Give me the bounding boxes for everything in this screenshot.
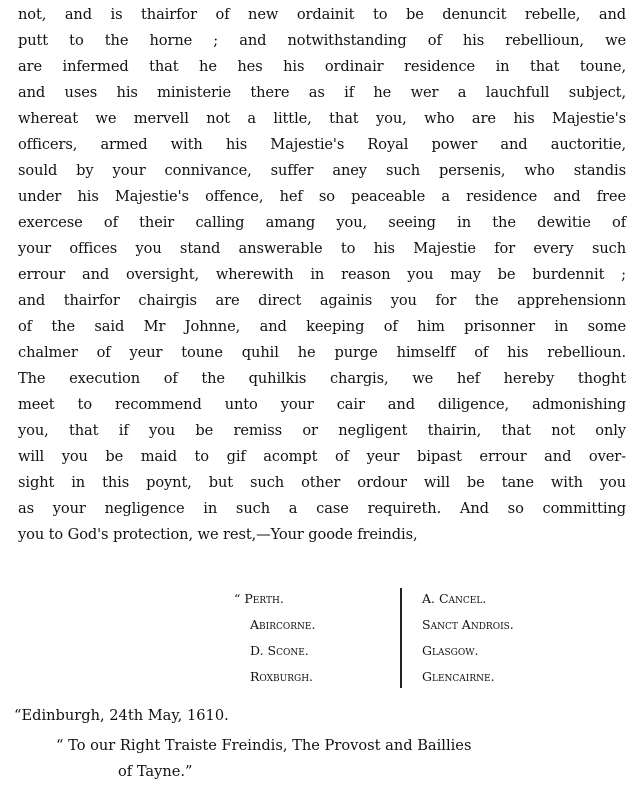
body-line: of the said Mr Johnne, and keeping of him prisonner in some xyxy=(18,318,626,335)
address-line: of Tayne.” xyxy=(118,763,193,780)
body-line: officers, armed with his Majestie's Royal power and auctoritie, xyxy=(18,136,626,153)
body-line: will you be maid to gif acompt of yeur bipast errour and over- xyxy=(18,448,626,465)
address-line: “ To our Right Traiste Freindis, The Provost and Baillies xyxy=(56,737,472,754)
signatory-name: Roxburgh. xyxy=(250,669,314,684)
body-line: putt to the horne ; and notwithstanding of his rebellioun, we xyxy=(18,32,626,49)
signatory-name: Abircorne. xyxy=(250,617,316,632)
body-line: are infermed that he hes his ordinair residence in that toune, xyxy=(18,58,626,75)
signature-column-right xyxy=(422,586,592,690)
body-line: you, that if you be remiss or negligent thairin, that not only xyxy=(18,422,626,439)
body-line: The execution of the quhilkis chargis, we hef hereby thoght xyxy=(18,370,626,387)
signatory-name: A. Cancel. xyxy=(422,591,487,606)
body-line: as your negligence in such a case requireth. And so committing xyxy=(18,500,626,517)
signatory-name: D. Scone. xyxy=(250,643,309,658)
date-line: “Edinburgh, 24th May, 1610. xyxy=(14,707,229,724)
body-line: not, and is thairfor of new ordainit to be denuncit rebelle, and xyxy=(18,6,626,23)
body-line: sight in this poynt, but such other ordour will be tane with you xyxy=(18,474,626,491)
signature-column-left xyxy=(234,586,384,690)
body-line: and uses his ministerie there as if he wer a lauchfull subject, xyxy=(18,84,626,101)
body-line: sould by your connivance, suffer aney such persenis, who standis xyxy=(18,162,626,179)
body-line: whereat we mervell not a little, that you, who are his Majestie's xyxy=(18,110,626,127)
body-line: and thairfor chairgis are direct againis you for the apprehensionn xyxy=(18,292,626,309)
body-line: under his Majestie's offence, hef so peaceable a residence and free xyxy=(18,188,626,205)
signature-block xyxy=(234,586,594,690)
signatory-name: “ Perth. xyxy=(234,591,284,606)
body-line: you to God's protection, we rest,—Your goode freindis, xyxy=(18,526,418,543)
body-line: exercese of their calling amang you, seeing in the dewitie of xyxy=(18,214,626,231)
body-line: chalmer of yeur toune quhil he purge himselff of his rebellioun. xyxy=(18,344,626,361)
letter-body xyxy=(18,2,626,548)
body-line: errour and oversight, wherewith in reason you may be burdennit ; xyxy=(18,266,626,283)
signature-divider xyxy=(400,588,402,688)
signatory-name: Sanct Androis. xyxy=(422,617,514,632)
signatory-name: Glasgow. xyxy=(422,643,479,658)
body-line: meet to recommend unto your cair and diligence, admonishing xyxy=(18,396,626,413)
signatory-name: Glencairne. xyxy=(422,669,495,684)
address-block xyxy=(56,733,616,785)
body-line: your offices you stand answerable to his Majestie for every such xyxy=(18,240,626,257)
